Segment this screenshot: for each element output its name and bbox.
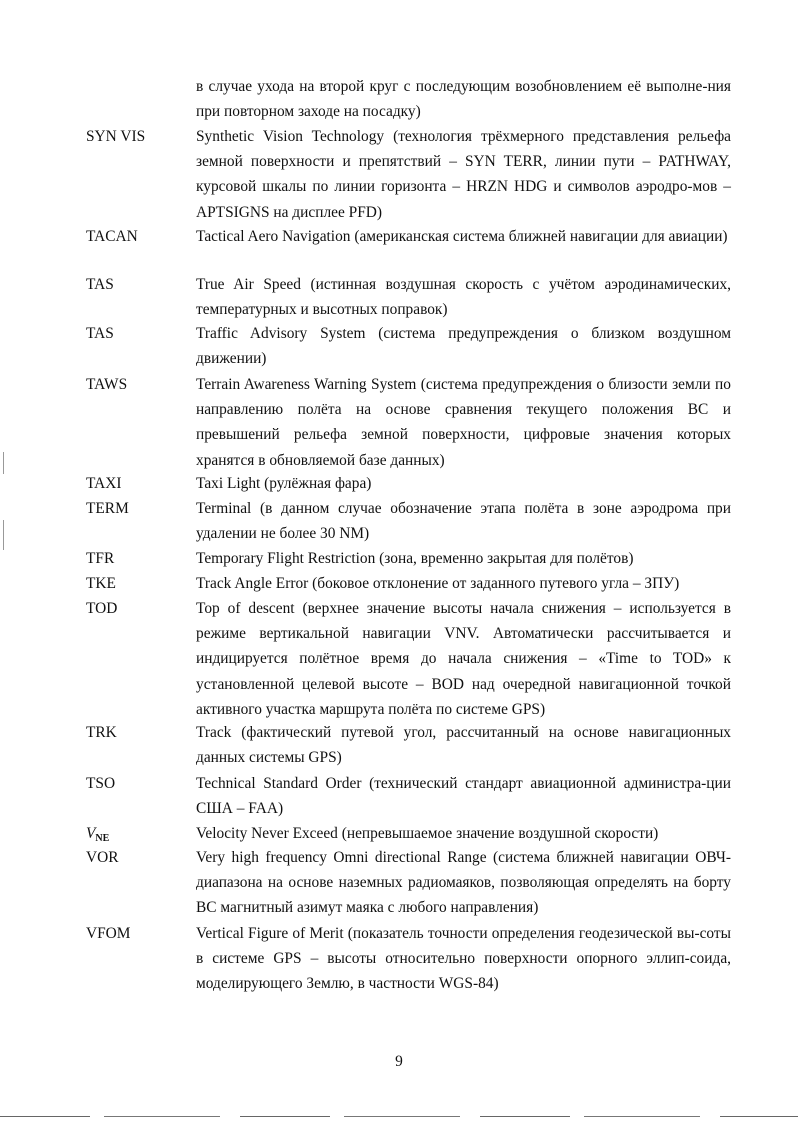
entry-definition: Terminal (в данном случае обозначение этапа полёта в зоне аэродрома при удалении не более 30 NM)	[196, 500, 731, 543]
entry-definition: Vertical Figure of Merit (показатель точности определения геодезической вы-соты в системе GPS – высоты относительно поверхности опорного эллип-соида, моделирующего Землю, в частности WGS-84)	[196, 925, 731, 993]
scan-margin-mark	[3, 452, 4, 474]
scan-margin-mark	[3, 520, 4, 550]
entry-definition: Track Angle Error (боковое отклонение от заданного путевого угла – ЗПУ)	[196, 575, 680, 592]
entry-definition: Terrain Awareness Warning System (система предупреждения о близости земли по направлению полёта на основе сравнения текущего положения ВС и превышений рельефа земной поверхности, цифровые значения которых хранятся в обновляемой базе данных)	[196, 376, 731, 469]
entry-definition: Synthetic Vision Technology (технология трёхмерного представления рельефа земной поверхности и препятствий – SYN TERR, линии пути – PATHWAY, курсовой шкалы по линии горизонта – HRZN HDG и символов аэродро-мов – APTSIGNS на дисплее PFD)	[196, 128, 731, 221]
entry-abbreviation: TAWS	[86, 376, 128, 393]
entry-abbreviation: VOR	[86, 849, 119, 866]
entry-abbreviation: TAS	[86, 325, 114, 342]
entry-abbreviation: TKE	[86, 575, 116, 592]
entry-abbreviation: SYN VIS	[86, 128, 146, 145]
entry-definition: Traffic Advisory System (система предупреждения о близком воздушном движении)	[196, 325, 731, 368]
entry-definition: True Air Speed (истинная воздушная скорость с учётом аэродинамических, температурных и высотных поправок)	[196, 276, 731, 319]
entry-definition: Top of descent (верхнее значение высоты начала снижения – используется в режиме вертикальной навигации VNV. Автоматически рассчитывается и индицируется полётное время до начала снижения – «Time to TOD» к установленной целевой высоте – BOD над очередной навигационной точкой активного участка маршрута полёта по системе GPS)	[196, 600, 731, 718]
entry-abbreviation: TACAN	[86, 228, 138, 245]
entry-definition: Very high frequency Omni directional Range (система ближней навигации ОВЧ-диапазона на основе наземных радиомаяков, позволяющая определять на борту ВС магнитный азимут маяка с любого направления)	[196, 849, 731, 917]
entry-definition: Technical Standard Order (технический стандарт авиационной администра-ции США – FAA)	[196, 775, 731, 818]
entry-definition: Tactical Aero Navigation (американская система ближней навигации для авиации)	[196, 228, 728, 245]
entry-abbreviation: TSO	[86, 775, 116, 792]
entry-definition: Taxi Light (рулёжная фара)	[196, 475, 372, 492]
entry-abbreviation: TOD	[86, 600, 118, 617]
abbr-subscript: NE	[95, 833, 110, 844]
entry-definition: Velocity Never Exceed (непревышаемое значение воздушной скорости)	[196, 825, 659, 842]
continuation-text: в случае ухода на второй круг с последующим возобновлением её выполне-ния при повторном заходе на посадку)	[196, 78, 731, 121]
entry-abbreviation: TRK	[86, 724, 117, 741]
scan-bottom-edge	[0, 1116, 798, 1117]
entry-abbreviation: VFOM	[86, 925, 131, 942]
entry-abbreviation: TAS	[86, 276, 114, 293]
entry-definition: Track (фактический путевой угол, рассчитанный на основе навигационных данных системы GPS)	[196, 724, 731, 767]
entry-abbreviation: TAXI	[86, 475, 122, 492]
abbr-main-letter: V	[86, 825, 96, 842]
page-number: 9	[395, 1053, 403, 1070]
entry-definition: Temporary Flight Restriction (зона, временно закрытая для полётов)	[196, 550, 634, 567]
entry-abbreviation: TFR	[86, 550, 115, 567]
entry-abbreviation: TERM	[86, 500, 129, 517]
